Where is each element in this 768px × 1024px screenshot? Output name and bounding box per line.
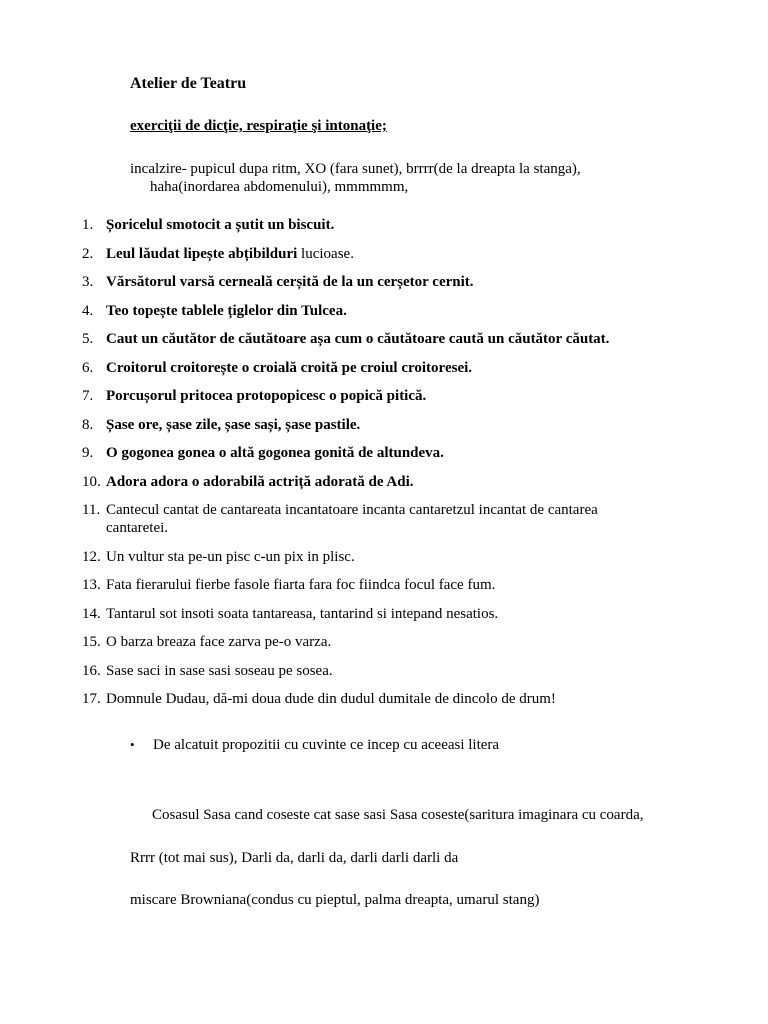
item-text: O barza breaza face zarva pe-o varza.	[106, 634, 332, 650]
item-text: O gogonea gonea o altă gogonea gonită de altundeva.	[106, 445, 444, 461]
item-text: Vărsătorul varsă cerneală cerșită de la un cerșetor cernit.	[106, 274, 474, 290]
item-number: 1.	[82, 217, 94, 233]
list-item	[0, 633, 700, 651]
list-item	[0, 662, 700, 680]
item-text: Cantecul cantat de cantareata incantatoare incanta cantaretzul incantat de cantarea	[106, 502, 598, 518]
item-text-regular: lucioase.	[297, 245, 354, 262]
page-title: Atelier de Teatru	[130, 75, 247, 92]
list-item	[0, 548, 700, 566]
item-number: 15.	[82, 634, 101, 650]
list-item	[0, 359, 700, 377]
item-number: 4.	[82, 302, 94, 319]
rrrr-line: Rrrr (tot mai sus), Darli da, darli da, darli darli darli da	[130, 850, 459, 866]
list-item	[0, 501, 700, 537]
item-text-continued: cantaretei.	[106, 520, 169, 536]
item-number: 6.	[82, 359, 94, 376]
item-text: Leul lăudat lipește abțibilduri	[106, 245, 298, 262]
item-number: 16.	[82, 662, 101, 679]
list-item	[0, 273, 700, 291]
list-item	[0, 444, 700, 462]
warmup-line-2: haha(inordarea abdomenului), mmmmmm,	[150, 179, 409, 195]
list-item	[0, 690, 700, 708]
item-text: Fata fierarului fierbe fasole fiarta fara foc fiindca focul face fum.	[106, 577, 496, 593]
item-number: 2.	[82, 245, 94, 262]
item-text: Porcușorul pritocea protopopicesc o popică pitică.	[106, 388, 427, 404]
warmup-line-1: incalzire- pupicul dupa ritm, XO (fara sunet), brrrr(de la dreapta la stanga),	[130, 161, 581, 177]
exercise-list	[0, 216, 700, 719]
list-item	[0, 416, 700, 434]
miscare-line: miscare Browniana(condus cu pieptul, palma dreapta, umarul stang)	[130, 892, 540, 908]
item-number: 13.	[82, 577, 101, 593]
bullet-icon: •	[130, 737, 135, 752]
list-item	[0, 302, 700, 320]
item-text: Croitorul croitorește o croială croită pe croiul croitoresei.	[106, 359, 473, 376]
list-item	[0, 605, 700, 623]
bullet-text: De alcatuit propozitii cu cuvinte ce incep cu aceeasi litera	[153, 737, 500, 753]
item-text: Șoricelul smotocit a șutit un biscuit.	[106, 217, 335, 233]
item-text: Adora adora o adorabilă actriță adorată de Adi.	[106, 473, 414, 490]
cosasul-paragraph: Cosasul Sasa cand coseste cat sase sasi Sasa coseste(saritura imaginara cu coarda,	[152, 807, 644, 823]
list-item	[0, 576, 700, 594]
item-number: 10.	[82, 473, 101, 490]
item-number: 14.	[82, 605, 101, 622]
item-text: Un vultur sta pe-un pisc c-un pix in plisc.	[106, 548, 355, 565]
list-item	[0, 473, 700, 491]
item-text: Șase ore, șase zile, șase sași, șase pastile.	[106, 416, 361, 433]
item-number: 17.	[82, 691, 101, 707]
item-text: Domnule Dudau, dă-mi doua dude din dudul dumitale de dincolo de drum!	[106, 691, 556, 707]
list-item	[0, 245, 700, 263]
list-item	[0, 216, 700, 234]
item-number: 11.	[82, 502, 101, 518]
list-item	[0, 330, 700, 348]
item-text: Teo topește tablele țiglelor din Tulcea.	[106, 302, 347, 319]
item-number: 3.	[82, 274, 94, 290]
item-number: 7.	[82, 388, 94, 404]
item-text: Sase saci in sase sasi soseau pe sosea.	[106, 662, 333, 679]
item-number: 8.	[82, 416, 94, 433]
item-text: Caut un căutător de căutătoare așa cum o căutătoare caută un căutător căutat.	[106, 331, 610, 347]
item-text: Tantarul sot insoti soata tantareasa, tantarind si intepand nesatios.	[106, 605, 499, 622]
section-subtitle: exerciţii de dicţie, respiraţie şi intonaţie;	[130, 118, 387, 134]
warmup-paragraph	[130, 160, 714, 196]
item-number: 12.	[82, 548, 101, 565]
item-number: 5.	[82, 331, 94, 347]
item-number: 9.	[82, 445, 94, 461]
list-item	[0, 387, 700, 405]
